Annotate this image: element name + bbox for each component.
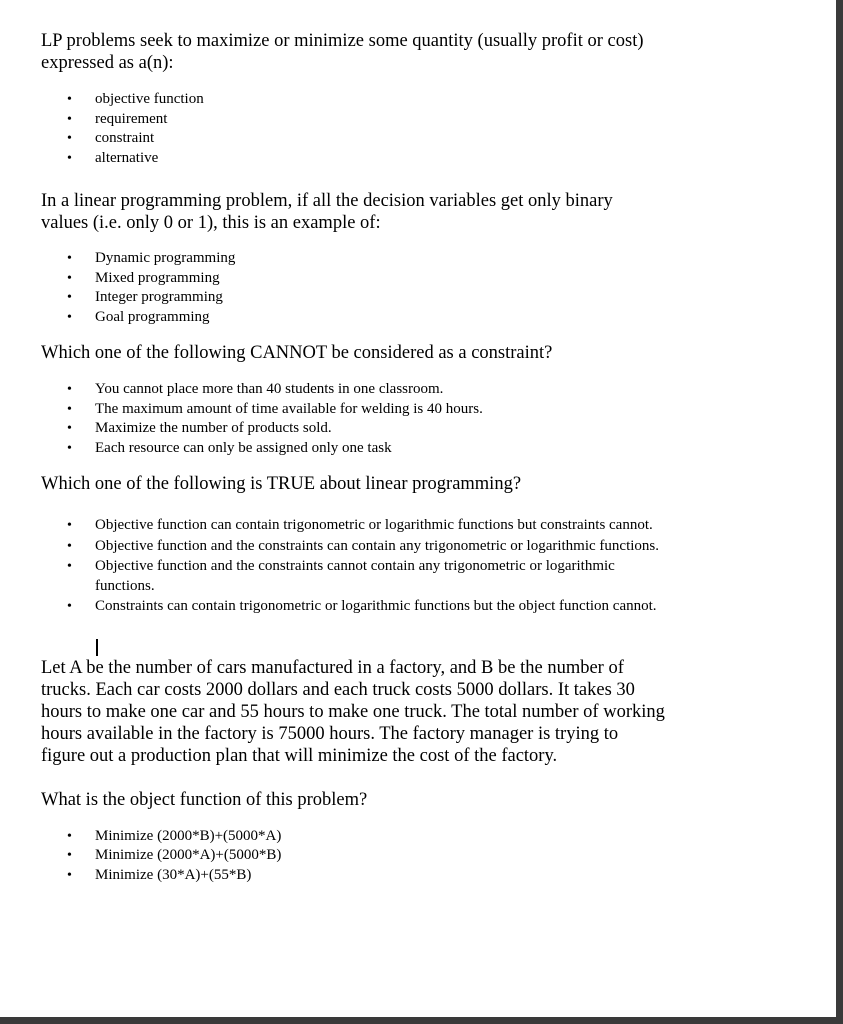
- question-3-option-1[interactable]: • You cannot place more than 40 students in one classroom.: [41, 380, 665, 400]
- question-1-option-3[interactable]: • constraint: [41, 129, 665, 149]
- bullet-icon: •: [67, 848, 72, 863]
- question-2-options: [41, 249, 681, 327]
- bullet-icon: •: [67, 309, 72, 325]
- question-1-option-4[interactable]: • alternative: [41, 149, 665, 169]
- question-2-option-2[interactable]: • Mixed programming: [41, 269, 665, 289]
- question-2-option-4[interactable]: • Goal programming: [41, 308, 665, 328]
- text-cursor: [96, 639, 98, 656]
- document-page: [41, 30, 681, 885]
- question-2-option-1[interactable]: • Dynamic programming: [41, 249, 665, 269]
- bullet-icon: •: [67, 440, 72, 456]
- question-5-option-3[interactable]: • Minimize (30*A)+(55*B): [41, 866, 665, 886]
- question-3-option-2[interactable]: • The maximum amount of time available for welding is 40 hours.: [41, 400, 665, 420]
- question-4-options: [41, 516, 681, 617]
- question-4-text: Which one of the following is TRUE about linear programming?: [41, 474, 522, 494]
- bullet-icon: •: [67, 382, 72, 397]
- question-1-option-2[interactable]: • requirement: [41, 110, 665, 130]
- bullet-icon: •: [67, 599, 72, 614]
- question-2-text: In a linear programming problem, if all the decision variables get only binary values (i.e. only 0 or 1), this is an example of:: [41, 191, 613, 233]
- question-2-option-3[interactable]: • Integer programming: [41, 288, 665, 308]
- bullet-icon: •: [67, 111, 72, 127]
- bullet-icon: •: [67, 867, 72, 883]
- bullet-icon: •: [67, 518, 72, 533]
- problem-statement: Let A be the number of cars manufactured in a factory, and B be the number of trucks. Each car costs 2000 dollars and each truck costs 5000 dollars. It takes 30 hours to make one car and 55 hours to make one truck. The total number of working hours available in the factory is 75000 hours. The factory manager is trying to figure out a production plan that will minimize the cost of the factory.: [41, 657, 665, 766]
- question-1-text: LP problems seek to maximize or minimize some quantity (usually profit or cost) expressed as a(n):: [41, 31, 644, 73]
- bullet-icon: •: [67, 270, 72, 286]
- bullet-icon: •: [67, 401, 72, 417]
- question-4-option-3[interactable]: • Objective function and the constraints cannot contain any trigonometric or logarithmic functions.: [67, 558, 615, 594]
- bullet-icon: •: [67, 290, 72, 305]
- page-bottom-border: [0, 1017, 843, 1024]
- bullet-icon: •: [67, 251, 72, 266]
- bullet-icon: •: [67, 421, 72, 436]
- question-4-option-1[interactable]: • Objective function can contain trigonometric or logarithmic functions but constraints cannot.: [41, 516, 665, 536]
- question-3-options: [41, 380, 681, 458]
- bullet-icon: •: [67, 538, 72, 554]
- question-3-option-3[interactable]: • Maximize the number of products sold.: [41, 419, 665, 439]
- page-right-border: [836, 0, 843, 1024]
- bullet-icon: •: [67, 828, 72, 844]
- question-5-option-1[interactable]: • Minimize (2000*B)+(5000*A): [41, 827, 665, 847]
- question-5-option-2[interactable]: • Minimize (2000*A)+(5000*B): [41, 846, 665, 866]
- question-5-options: [41, 827, 681, 886]
- question-1-option-1[interactable]: • objective function: [41, 90, 665, 110]
- bullet-icon: •: [67, 150, 72, 166]
- question-1-options: [41, 90, 681, 168]
- question-5-text: What is the object function of this problem?: [41, 789, 368, 810]
- bullet-icon: •: [67, 131, 72, 146]
- bullet-icon: •: [67, 559, 72, 574]
- bullet-icon: •: [67, 92, 72, 107]
- question-4-option-2[interactable]: • Objective function and the constraints can contain any trigonometric or logarithmic functions.: [41, 537, 665, 557]
- question-3-option-4[interactable]: • Each resource can only be assigned only one task: [41, 439, 665, 459]
- question-4-option-4[interactable]: • Constraints can contain trigonometric or logarithmic functions but the object function cannot.: [41, 597, 665, 617]
- question-3-text: Which one of the following CANNOT be considered as a constraint?: [41, 343, 553, 363]
